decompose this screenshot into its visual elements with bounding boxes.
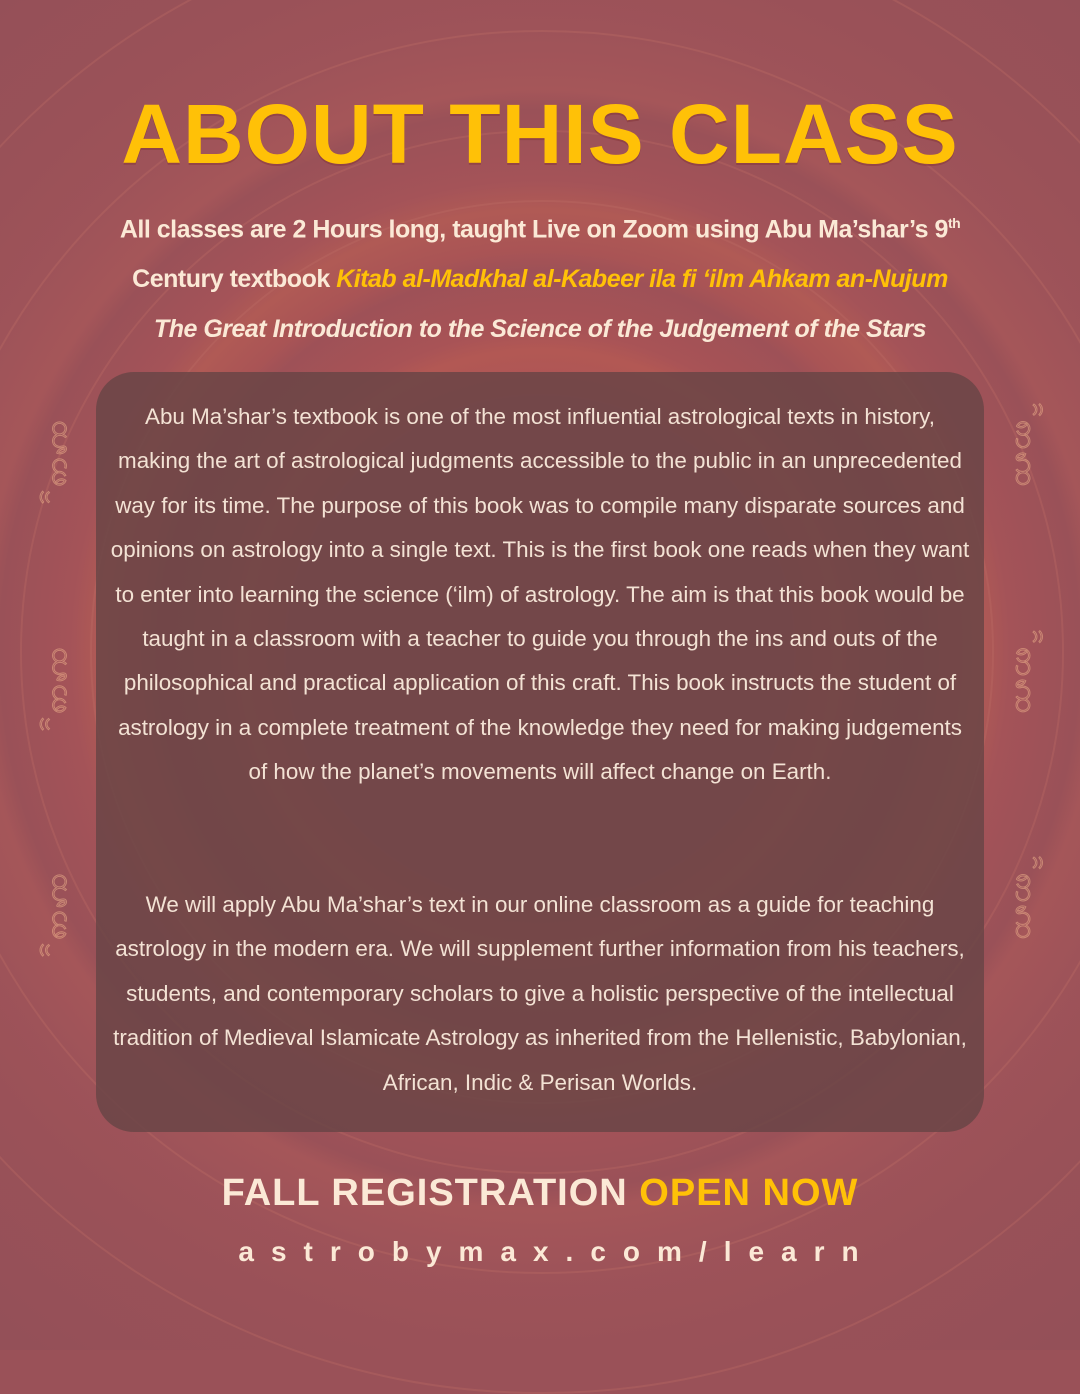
- intro-line-2: Century textbook Kitab al-Madkhal al-Kabeer ila fi ‘ilm Ahkam an-Nujum: [132, 265, 948, 294]
- decorative-script-border-left: [36, 340, 76, 1020]
- intro-line-1: All classes are 2 Hours long, taught Live on Zoom using Abu Ma’shar’s 9th: [119, 215, 961, 244]
- registration-label: FALL REGISTRATION: [221, 1172, 628, 1214]
- registration-banner: [0, 1172, 1080, 1215]
- script-ornament-icon: ꩰꩱꩲ: [38, 644, 74, 716]
- book-title: Kitab al-Madkhal al-Kabeer ila fi ‘ilm Ahkam an-Nujum: [336, 265, 948, 294]
- decorative-script-border-right: [1006, 340, 1046, 1020]
- page-title: ABOUT THIS CLASS: [121, 87, 959, 181]
- script-ornament-icon: ꩰꩱꩲ: [1008, 417, 1044, 489]
- registration-status: OPEN NOW: [639, 1172, 859, 1214]
- book-subtitle: The Great Introduction to the Science of the Judgement of the Stars: [153, 315, 927, 344]
- script-ornament-icon: ꩰꩱꩲ: [38, 871, 74, 942]
- description-paragraph-2: We will apply Abu Ma’shar’s text in our online classroom as a guide for teaching astrology in the modern era. We will supplement further information from his teachers, students, and contemporary scholars to give a holistic perspective of the intellectual tradition of Medieval Islamicate Astrology as inherited from the Hellenistic, Babylonian, African, Indic & Perisan Worlds.: [113, 892, 967, 1095]
- website-link[interactable]: astrobymax.com/learn: [238, 1236, 876, 1267]
- script-ornament-icon: ꩰꩱꩲ: [1008, 871, 1044, 942]
- class-intro: [60, 198, 1020, 354]
- description-paragraph-1: Abu Ma’shar’s textbook is one of the most influential astrological texts in history, making the art of astrological judgments accessible to the public in an unprecedented way for its time. The purpose of this book was to compile many disparate sources and opinions on astrology into a single text. This is the first book one reads when they want to enter into learning the science (‘ilm) of astrology. The aim is that this book would be taught in a classroom with a teacher to guide you through the ins and outs of the philosophical and practical application of this craft. This book instructs the student of astrology in a complete treatment of the knowledge they need for making judgements of how the planet’s movements will affect change on Earth.: [110, 404, 970, 785]
- script-ornament-icon: ꩰꩱꩲ: [1008, 644, 1044, 716]
- script-ornament-icon: ꩰꩱꩲ: [38, 417, 74, 489]
